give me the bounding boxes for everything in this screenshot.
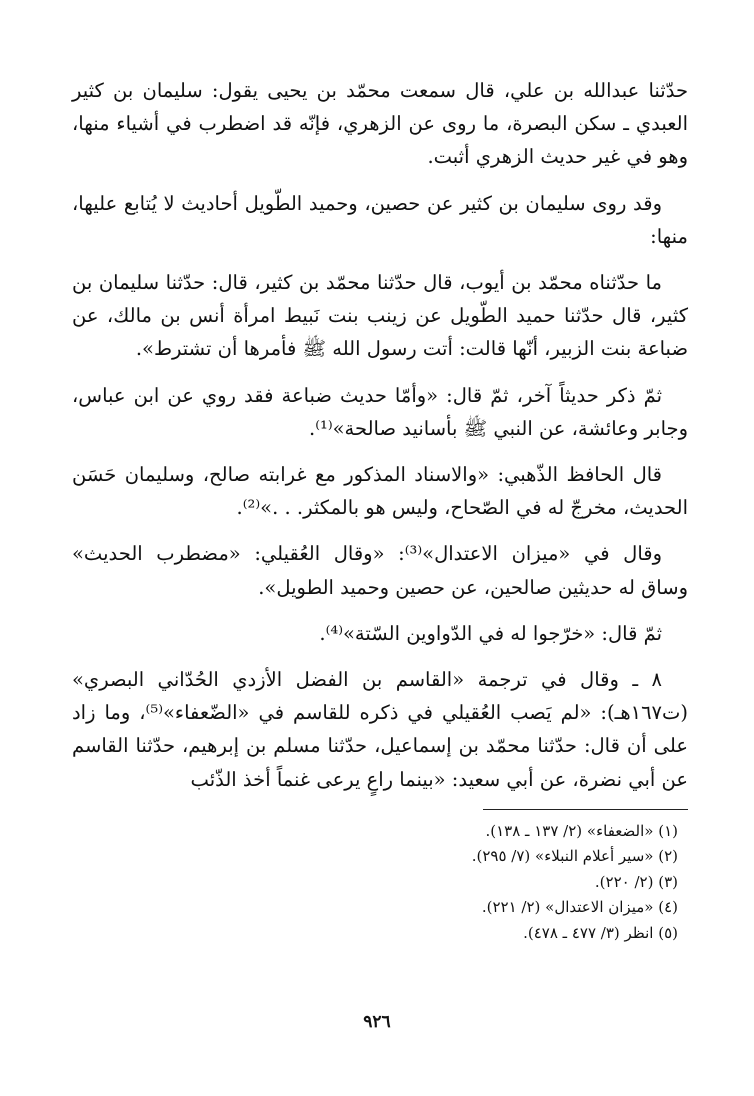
paragraph-7: ثمّ قال: «خرّجوا له في الدّواوين السّتة»⁽⁴⁾. <box>319 621 662 645</box>
paragraph-2: وقد روى سليمان بن كثير عن حصين، وحميد الطّويل أحاديث لا يُتابع عليها، منها: <box>72 191 688 248</box>
footnote-1: (١) «الضعفاء» (٢/ ١٣٧ ـ ١٣٨). <box>485 821 678 840</box>
footnote-separator <box>483 809 688 810</box>
main-text <box>72 74 688 796</box>
paragraph-4: ثمّ ذكر حديثاً آخر، ثمّ قال: «وأمّا حديث ضباعة فقد روي عن ابن عباس، وجابر وعائشة، عن النبي ﷺ بأسانيد صالحة»⁽¹⁾. <box>72 383 688 440</box>
footnote-4: (٤) «ميزان الاعتدال» (٢/ ٢٢١). <box>481 898 678 917</box>
footnote-3: (٣) (٢/ ٢٢٠). <box>594 872 678 891</box>
paragraph-6: وقال في «ميزان الاعتدال»⁽³⁾: «وقال العُقيلي: «مضطرب الحديث» وساق له حديثين صالحين، عن حصين وحميد الطويل». <box>72 542 688 599</box>
paragraph-5: قال الحافظ الذّهبي: «والاسناد المذكور مع غرابته صالح، وسليمان حَسَن الحديث، مخرجّ له في الصّحاح، وليس هو بالمكثر. . .»⁽²⁾. <box>72 463 688 520</box>
paragraph-3: ما حدّثناه محمّد بن أيوب، قال حدّثنا محمّد بن كثير، قال: حدّثنا سليمان بن كثير، قال حدّثنا حميد الطّويل عن زينب بنت نَبيط امرأة أنس بن مالك، عن ضباعة بنت الزبير، أنّها قالت: أتت رسول الله ﷺ فأمرها أن تشترط». <box>72 271 688 361</box>
page-number: ٩٢٦ <box>363 1012 391 1032</box>
footnotes <box>72 819 688 947</box>
footnote-5: (٥) انظر (٣/ ٤٧٧ ـ ٤٧٨). <box>523 923 678 942</box>
footnote-2: (٢) «سير أعلام النبلاء» (٧/ ٢٩٥). <box>471 847 678 866</box>
paragraph-8: ٨ ـ وقال في ترجمة «القاسم بن الفضل الأزدي الحُدّاني البصري» (ت١٦٧هـ): «لم يَصب العُقيلي في ذكره للقاسم في «الضّعفاء»⁽⁵⁾، وما زاد على أن قال: حدّثنا محمّد بن إسماعيل، حدّثنا مسلم بن إبرهيم، حدّثنا القاسم عن أبي نضرة، عن أبي سعيد: «بينما راعٍ يرعى غنماً أخذ الذّئب <box>72 668 688 791</box>
paragraph-1: حدّثنا عبدالله بن علي، قال سمعت محمّد بن يحيى يقول: سليمان بن كثير العبدي ـ سكن البصرة، ما روى عن الزهري، فإنّه قد اضطرب في أشياء منها، وهو في غير حديث الزهري أثبت. <box>72 79 688 169</box>
